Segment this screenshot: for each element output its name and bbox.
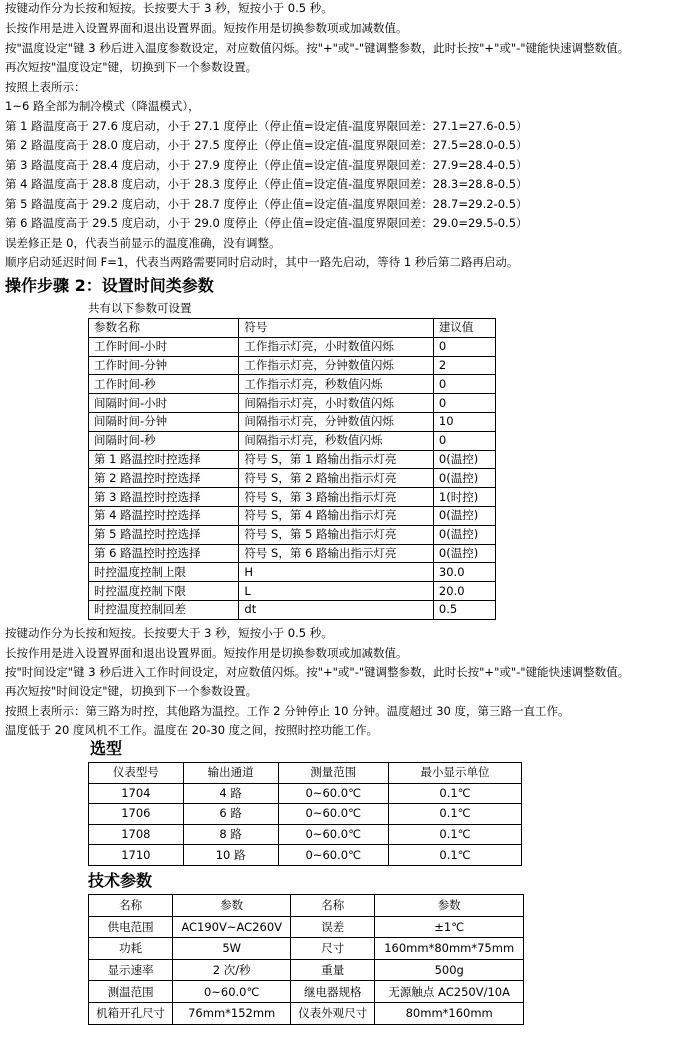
table-cell: 间隔时间-分钟 xyxy=(89,412,239,431)
intro-line: 按照上表所示： xyxy=(5,80,86,94)
table-cell: 工作时间-小时 xyxy=(89,337,239,356)
table-cell: 第 3 路温控时控选择 xyxy=(89,488,239,507)
table-cell: 符号 S，第 2 路输出指示灯亮 xyxy=(239,469,434,488)
table-cell: 符号 S，第 5 路输出指示灯亮 xyxy=(239,525,434,544)
table-header-row xyxy=(89,895,524,917)
intro-line: 再次短按"温度设定"键，切换到下一个参数设置。 xyxy=(5,60,258,74)
table-cell: 30.0 xyxy=(433,563,495,582)
table-cell: 4 路 xyxy=(183,783,278,804)
intro-line: 第 5 路温度高于 29.2 度启动，小于 28.7 度停止（停止值=设定值-温度界限回差：28.7=29.2-0.5） xyxy=(5,197,528,211)
table-cell: 0~60.0℃ xyxy=(278,804,389,825)
table-cell: 10 xyxy=(433,412,495,431)
table-header-cell: 参数 xyxy=(173,895,291,917)
table-cell: 供电范围 xyxy=(89,916,173,938)
table-cell: 工作时间-分钟 xyxy=(89,356,239,375)
models-heading: 选型 xyxy=(90,739,123,758)
table-cell: 0 xyxy=(433,375,495,394)
table-header-cell: 参数名称 xyxy=(89,319,239,338)
table-cell: 仪表外观尺寸 xyxy=(291,1002,375,1024)
intro-line: 误差修正是 0，代表当前显示的温度准确，没有调整。 xyxy=(5,236,281,250)
table-cell: 第 4 路温控时控选择 xyxy=(89,506,239,525)
table-cell: 20.0 xyxy=(433,582,495,601)
table-cell: 0 xyxy=(433,394,495,413)
table-header-cell: 名称 xyxy=(291,895,375,917)
table-cell: 继电器规格 xyxy=(291,981,375,1003)
table-cell: 间隔时间-秒 xyxy=(89,431,239,450)
table-cell: H xyxy=(239,563,434,582)
table-row xyxy=(89,375,496,394)
step2-line: 按照上表所示：第三路为时控，其他路为温控。工作 2 分钟停止 10 分钟。温度超过 30 度，第三路一直工作。 xyxy=(5,704,570,718)
table-row xyxy=(89,506,496,525)
table-cell: 0~60.0℃ xyxy=(278,783,389,804)
table-cell: AC190V~AC260V xyxy=(173,916,291,938)
table-row xyxy=(89,981,524,1003)
table-cell: 时控温度控制回差 xyxy=(89,600,239,619)
table-header-cell: 建议值 xyxy=(433,319,495,338)
table-cell: 0~60.0℃ xyxy=(278,845,389,866)
table-row xyxy=(89,783,522,804)
table-cell: 76mm*152mm xyxy=(173,1002,291,1024)
table-header-cell: 测量范围 xyxy=(278,763,389,784)
table-row xyxy=(89,469,496,488)
table-cell: L xyxy=(239,582,434,601)
table-cell: 1708 xyxy=(89,824,184,845)
model-table xyxy=(88,762,522,866)
table-cell: 工作指示灯亮，秒数值闪烁 xyxy=(239,375,434,394)
spec-table xyxy=(88,894,524,1025)
table-cell: 符号 S，第 6 路输出指示灯亮 xyxy=(239,544,434,563)
table-header-cell: 最小显示单位 xyxy=(389,763,522,784)
table-cell: 间隔指示灯亮，分钟数值闪烁 xyxy=(239,412,434,431)
table-cell: 2 次/秒 xyxy=(173,959,291,981)
table-row xyxy=(89,845,522,866)
table-cell: 0 xyxy=(433,337,495,356)
table-cell: 符号 S，第 1 路输出指示灯亮 xyxy=(239,450,434,469)
intro-line: 顺序启动延迟时间 F=1，代表当两路需要同时启动时，其中一路先启动，等待 1 秒后第二路再启动。 xyxy=(5,255,519,269)
intro-line: 按键动作分为长按和短按。长按要大于 3 秒，短按小于 0.5 秒。 xyxy=(5,1,333,15)
table-cell: 间隔指示灯亮，小时数值闪烁 xyxy=(239,394,434,413)
table-row xyxy=(89,600,496,619)
step2-line: 按键动作分为长按和短按。长按要大于 3 秒，短按小于 0.5 秒。 xyxy=(5,626,333,640)
table-cell: 0(温控) xyxy=(433,506,495,525)
table-cell: 0~60.0℃ xyxy=(278,824,389,845)
intro-line: 按"温度设定"键 3 秒后进入温度参数设定，对应数值闪烁。按"+"或"-"键调整参数，此时长按"+"或"-"键能快速调整数值。 xyxy=(5,41,630,55)
table-cell: 6 路 xyxy=(183,804,278,825)
param-table xyxy=(88,318,496,620)
table-header-cell: 仪表型号 xyxy=(89,763,184,784)
table-row xyxy=(89,337,496,356)
table-cell: 8 路 xyxy=(183,824,278,845)
table-cell: 0.1℃ xyxy=(389,804,522,825)
table-row xyxy=(89,1002,524,1024)
table-header-row xyxy=(89,763,522,784)
table-header-cell: 输出通道 xyxy=(183,763,278,784)
table-row xyxy=(89,488,496,507)
table-row xyxy=(89,916,524,938)
table-cell: 0.1℃ xyxy=(389,783,522,804)
step2-line: 长按作用是进入设置界面和退出设置界面。短按作用是切换参数项或加减数值。 xyxy=(5,646,408,660)
step2-line: 再次短按"时间设定"键，切换到下一个参数设置。 xyxy=(5,684,258,698)
table-header-row xyxy=(89,319,496,338)
table-cell: 2 xyxy=(433,356,495,375)
step2-line: 温度低于 20 度风机不工作。温度在 20-30 度之间，按照时控功能工作。 xyxy=(5,723,379,737)
table-cell: 无源触点 AC250V/10A xyxy=(375,981,524,1003)
step2-line: 按"时间设定"键 3 秒后进入工作时间设定，对应数值闪烁。按"+"或"-"键调整参数，此时长按"+"或"-"键能快速调整数值。 xyxy=(5,665,630,679)
table-cell: 0.5 xyxy=(433,600,495,619)
table-cell: 0(温控) xyxy=(433,450,495,469)
table-cell: 符号 S，第 4 路输出指示灯亮 xyxy=(239,506,434,525)
table-header-cell: 参数 xyxy=(375,895,524,917)
table-cell: 第 6 路温控时控选择 xyxy=(89,544,239,563)
table-row xyxy=(89,525,496,544)
table-cell: dt xyxy=(239,600,434,619)
table-cell: 0.1℃ xyxy=(389,824,522,845)
table-row xyxy=(89,563,496,582)
table-cell: 1(时控) xyxy=(433,488,495,507)
table-cell: 0.1℃ xyxy=(389,845,522,866)
table-cell: 0(温控) xyxy=(433,469,495,488)
table-cell: 0 xyxy=(433,431,495,450)
table-cell: 5W xyxy=(173,938,291,960)
table-cell: 0(温控) xyxy=(433,544,495,563)
table-cell: 第 2 路温控时控选择 xyxy=(89,469,239,488)
table-cell: 尺寸 xyxy=(291,938,375,960)
table-row xyxy=(89,582,496,601)
table-cell: 重量 xyxy=(291,959,375,981)
table-row xyxy=(89,394,496,413)
table-cell: 1706 xyxy=(89,804,184,825)
table-cell: 1710 xyxy=(89,845,184,866)
specs-heading: 技术参数 xyxy=(88,871,153,890)
table-cell: 间隔指示灯亮，秒数值闪烁 xyxy=(239,431,434,450)
intro-line: 1~6 路全部为制冷模式（降温模式）， xyxy=(5,99,200,113)
table-cell: 误差 xyxy=(291,916,375,938)
table-header-cell: 名称 xyxy=(89,895,173,917)
table-cell: 第 5 路温控时控选择 xyxy=(89,525,239,544)
table-cell: 第 1 路温控时控选择 xyxy=(89,450,239,469)
table-cell: 测温范围 xyxy=(89,981,173,1003)
table-cell: 功耗 xyxy=(89,938,173,960)
table-cell: 间隔时间-小时 xyxy=(89,394,239,413)
table-row xyxy=(89,824,522,845)
table-row xyxy=(89,544,496,563)
intro-line: 第 1 路温度高于 27.6 度启动，小于 27.1 度停止（停止值=设定值-温度界限回差：27.1=27.6-0.5） xyxy=(5,119,528,133)
table-cell: 1704 xyxy=(89,783,184,804)
table-cell: 160mm*80mm*75mm xyxy=(375,938,524,960)
table-cell: ±1℃ xyxy=(375,916,524,938)
step2-note: 共有以下参数可设置 xyxy=(88,301,192,315)
intro-line: 第 3 路温度高于 28.4 度启动，小于 27.9 度停止（停止值=设定值-温度界限回差：27.9=28.4-0.5） xyxy=(5,158,528,172)
intro-line: 第 2 路温度高于 28.0 度启动，小于 27.5 度停止（停止值=设定值-温度界限回差：27.5=28.0-0.5） xyxy=(5,138,528,152)
table-cell: 500g xyxy=(375,959,524,981)
table-cell: 工作指示灯亮，分钟数值闪烁 xyxy=(239,356,434,375)
intro-line: 第 4 路温度高于 28.8 度启动，小于 28.3 度停止（停止值=设定值-温度界限回差：28.3=28.8-0.5） xyxy=(5,177,528,191)
table-row xyxy=(89,356,496,375)
table-cell: 工作时间-秒 xyxy=(89,375,239,394)
table-cell: 0(温控) xyxy=(433,525,495,544)
table-cell: 工作指示灯亮，小时数值闪烁 xyxy=(239,337,434,356)
table-cell: 10 路 xyxy=(183,845,278,866)
table-row xyxy=(89,804,522,825)
table-cell: 符号 S，第 3 路输出指示灯亮 xyxy=(239,488,434,507)
table-cell: 时控温度控制下限 xyxy=(89,582,239,601)
table-cell: 0~60.0℃ xyxy=(173,981,291,1003)
intro-line: 第 6 路温度高于 29.5 度启动，小于 29.0 度停止（停止值=设定值-温度界限回差：29.0=29.5-0.5） xyxy=(5,216,528,230)
table-cell: 显示速率 xyxy=(89,959,173,981)
table-cell: 80mm*160mm xyxy=(375,1002,524,1024)
intro-line: 长按作用是进入设置界面和退出设置界面。短按作用是切换参数项或加减数值。 xyxy=(5,21,408,35)
step2-heading: 操作步骤 2：设置时间类参数 xyxy=(5,276,214,295)
table-cell: 机箱开孔尺寸 xyxy=(89,1002,173,1024)
table-row xyxy=(89,450,496,469)
table-header-cell: 符号 xyxy=(239,319,434,338)
table-row xyxy=(89,431,496,450)
table-cell: 时控温度控制上限 xyxy=(89,563,239,582)
table-row xyxy=(89,938,524,960)
table-row xyxy=(89,959,524,981)
table-row xyxy=(89,412,496,431)
